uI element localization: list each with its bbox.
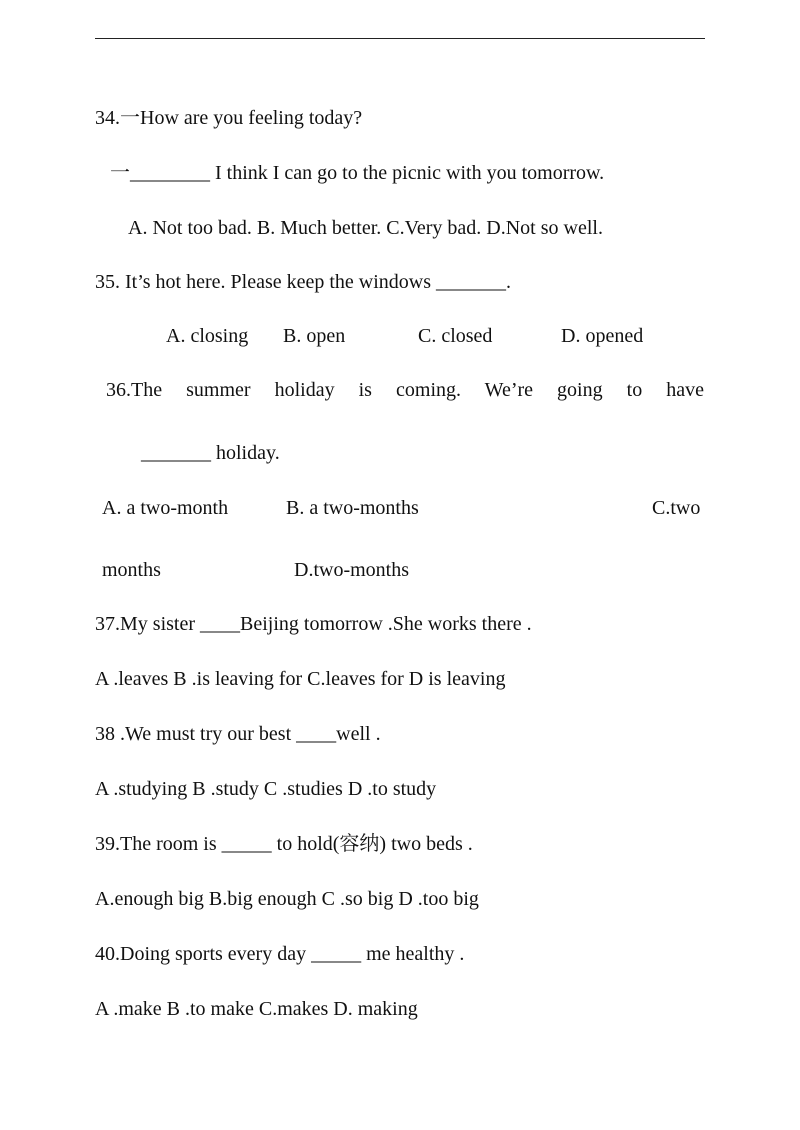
- q36-stem-continued: _______ holiday.: [141, 442, 280, 464]
- q36-stem: 36.The summer holiday is coming. We’re going to have: [106, 379, 704, 401]
- q34-stem: 34.一How are you feeling today?: [95, 107, 363, 129]
- q36-option-a: A. a two-month: [102, 497, 229, 519]
- q38-options: A .studying B .study C .studies D .to study: [95, 778, 437, 800]
- q35-option-b: B. open: [283, 325, 346, 347]
- q35-stem: 35. It’s hot here. Please keep the windows _______.: [95, 271, 512, 293]
- header-rule: [95, 38, 705, 39]
- q40-options: A .make B .to make C.makes D. making: [95, 998, 418, 1020]
- q35-option-c: C. closed: [418, 325, 493, 347]
- q36-option-c: C.two: [652, 497, 701, 519]
- q36-option-b: B. a two-months: [286, 497, 419, 519]
- q34-response: 一________ I think I can go to the picnic with you tomorrow.: [110, 162, 605, 184]
- q34-options: A. Not too bad. B. Much better. C.Very bad. D.Not so well.: [128, 217, 603, 239]
- q37-options: A .leaves B .is leaving for C.leaves for D is leaving: [95, 668, 506, 690]
- q39-options: A.enough big B.big enough C .so big D .too big: [95, 888, 479, 910]
- q39-stem: 39.The room is _____ to hold(容纳) two beds .: [95, 833, 473, 855]
- q35-option-a: A. closing: [166, 325, 249, 347]
- q40-stem: 40.Doing sports every day _____ me healthy .: [95, 943, 465, 965]
- q37-stem: 37.My sister ____Beijing tomorrow .She works there .: [95, 613, 532, 635]
- q38-stem: 38 .We must try our best ____well .: [95, 723, 381, 745]
- q35-option-d: D. opened: [561, 325, 644, 347]
- q36-option-d: D.two-months: [294, 559, 409, 581]
- q36-option-c-continued: months: [102, 559, 161, 581]
